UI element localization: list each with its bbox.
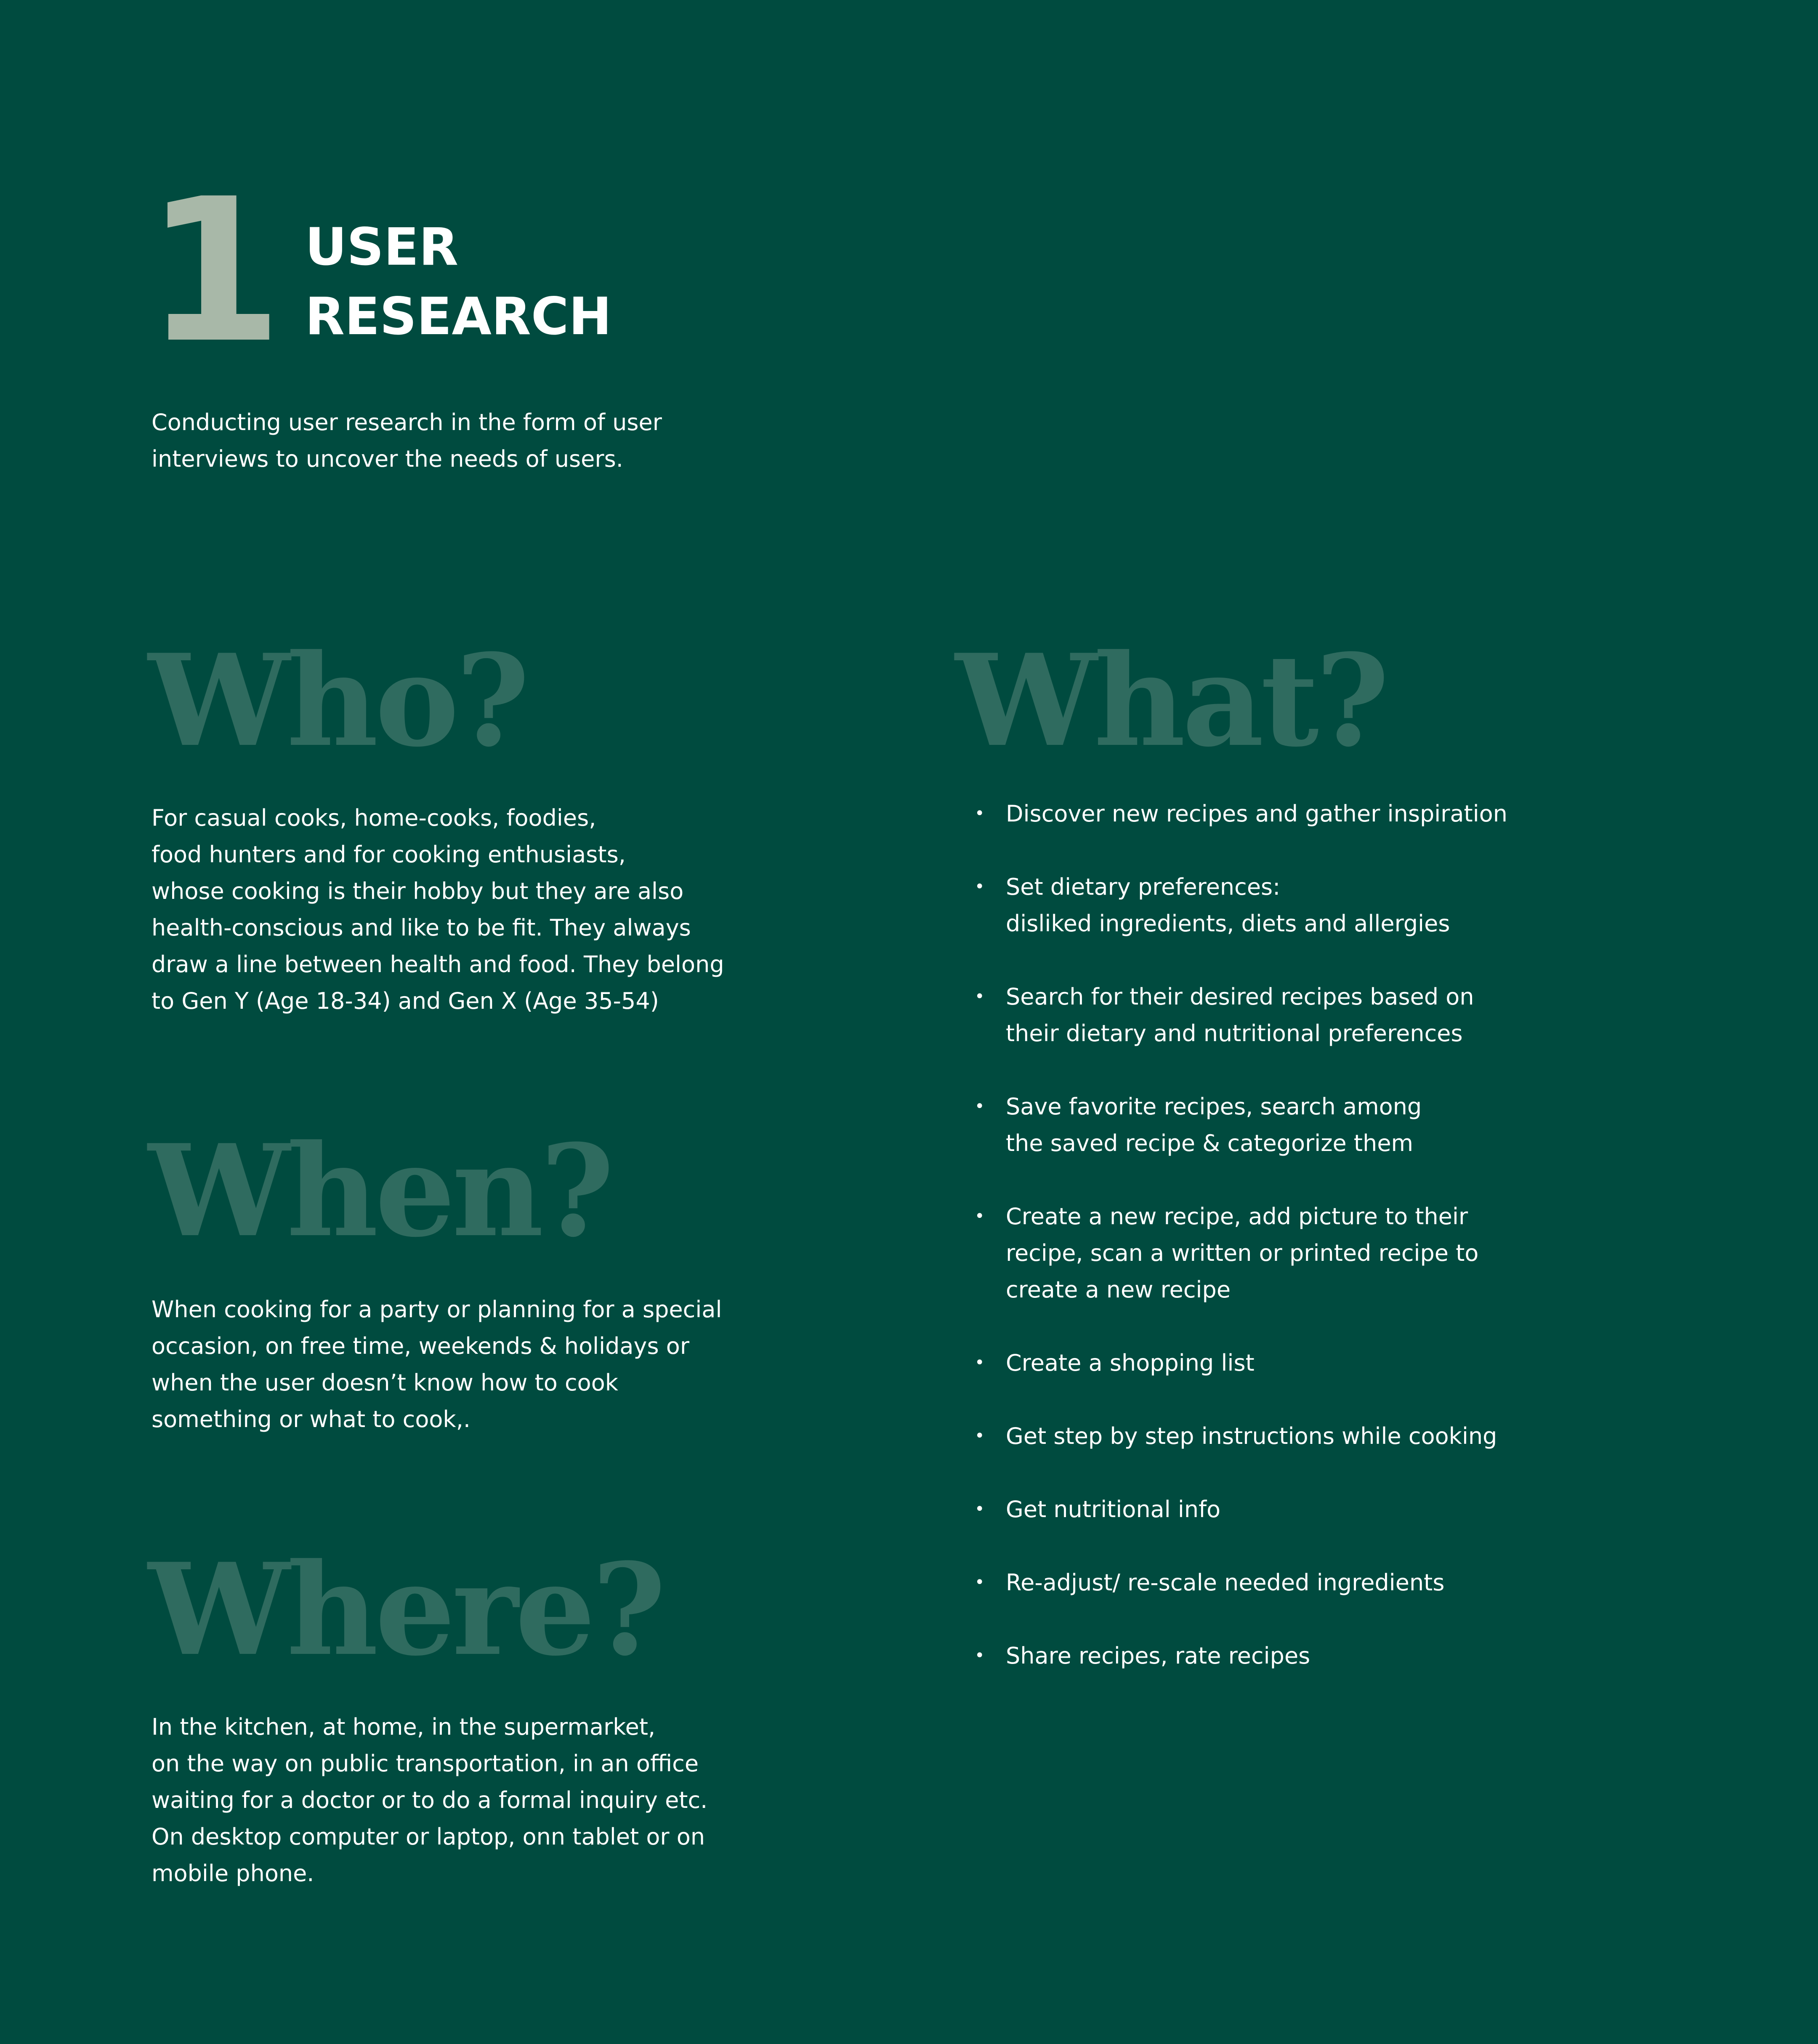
what-item-line: Share recipes, rate recipes bbox=[1006, 1643, 1310, 1669]
who-line: draw a line between health and food. They belong bbox=[152, 951, 724, 978]
bullet-icon: • bbox=[975, 987, 985, 1006]
who-line: whose cooking is their hobby but they are also bbox=[152, 878, 684, 904]
who-description bbox=[152, 800, 749, 1019]
what-item-line: recipe, scan a written or printed recipe to bbox=[1006, 1240, 1479, 1266]
who-line: For casual cooks, home-cooks, foodies, bbox=[152, 805, 596, 831]
where-line: In the kitchen, at home, in the supermarket, bbox=[152, 1714, 656, 1740]
what-list-item bbox=[972, 1637, 1730, 1674]
where-line: waiting for a doctor or to do a formal inquiry etc. bbox=[152, 1787, 708, 1813]
where-description bbox=[152, 1709, 749, 1892]
bullet-icon: • bbox=[975, 877, 985, 896]
what-item-line: Get step by step instructions while cooking bbox=[1006, 1423, 1497, 1449]
where-line: On desktop computer or laptop, onn tablet or on bbox=[152, 1823, 705, 1850]
bullet-icon: • bbox=[975, 1353, 985, 1372]
what-item-line: create a new recipe bbox=[1006, 1276, 1231, 1303]
bullet-icon: • bbox=[975, 1573, 985, 1592]
intro-line: interviews to uncover the needs of users. bbox=[152, 446, 623, 472]
section-title bbox=[305, 213, 612, 351]
when-line: when the user doesn’t know how to cook bbox=[152, 1369, 619, 1396]
what-list-item bbox=[972, 1491, 1730, 1528]
what-item-line: Get nutritional info bbox=[1006, 1496, 1221, 1523]
bullet-icon: • bbox=[975, 804, 985, 823]
who-line: health-conscious and like to be fit. They always bbox=[152, 914, 691, 941]
bullet-icon: • bbox=[975, 1499, 985, 1519]
what-list-item bbox=[972, 869, 1730, 942]
intro-line: Conducting user research in the form of user bbox=[152, 409, 662, 436]
when-line: When cooking for a party or planning for a special bbox=[152, 1296, 722, 1323]
what-item-line: Discover new recipes and gather inspiration bbox=[1006, 800, 1507, 827]
what-list-item bbox=[972, 795, 1730, 832]
what-heading: What? bbox=[955, 626, 1386, 775]
when-description bbox=[152, 1291, 749, 1438]
what-item-line: Set dietary preferences: bbox=[1006, 874, 1281, 900]
section-title-line-2: RESEARCH bbox=[305, 287, 612, 346]
section-number: 1 bbox=[145, 156, 279, 386]
what-item-line: Save favorite recipes, search among bbox=[1006, 1093, 1422, 1120]
what-item-line: Re-adjust/ re-scale needed ingredients bbox=[1006, 1569, 1445, 1596]
what-list-item bbox=[972, 978, 1730, 1052]
bullet-icon: • bbox=[975, 1097, 985, 1116]
what-item-line: Create a new recipe, add picture to their bbox=[1006, 1203, 1468, 1230]
section-title-line-1: USER bbox=[305, 217, 459, 277]
who-heading: Who? bbox=[148, 626, 526, 775]
what-item-line: the saved recipe & categorize them bbox=[1006, 1130, 1414, 1156]
what-list-item bbox=[972, 1198, 1730, 1308]
when-line: occasion, on free time, weekends & holidays or bbox=[152, 1333, 690, 1359]
who-line: to Gen Y (Age 18-34) and Gen X (Age 35-54) bbox=[152, 988, 659, 1014]
what-item-line: Create a shopping list bbox=[1006, 1350, 1255, 1376]
when-line: something or what to cook,. bbox=[152, 1406, 471, 1433]
what-list-item bbox=[972, 1564, 1730, 1601]
where-line: on the way on public transportation, in an office bbox=[152, 1750, 699, 1777]
where-heading: Where? bbox=[148, 1535, 663, 1684]
where-line: mobile phone. bbox=[152, 1860, 314, 1887]
what-item-line: their dietary and nutritional preferences bbox=[1006, 1020, 1463, 1047]
when-heading: When? bbox=[148, 1116, 611, 1265]
what-item-line: disliked ingredients, diets and allergies bbox=[1006, 910, 1450, 937]
what-list bbox=[972, 795, 1730, 1711]
bullet-icon: • bbox=[975, 1426, 985, 1446]
bullet-icon: • bbox=[975, 1207, 985, 1226]
what-list-item bbox=[972, 1418, 1730, 1454]
intro-text bbox=[152, 404, 741, 477]
who-line: food hunters and for cooking enthusiasts, bbox=[152, 841, 626, 868]
what-list-item bbox=[972, 1345, 1730, 1381]
what-list-item bbox=[972, 1088, 1730, 1162]
bullet-icon: • bbox=[975, 1646, 985, 1665]
what-item-line: Search for their desired recipes based on bbox=[1006, 983, 1474, 1010]
